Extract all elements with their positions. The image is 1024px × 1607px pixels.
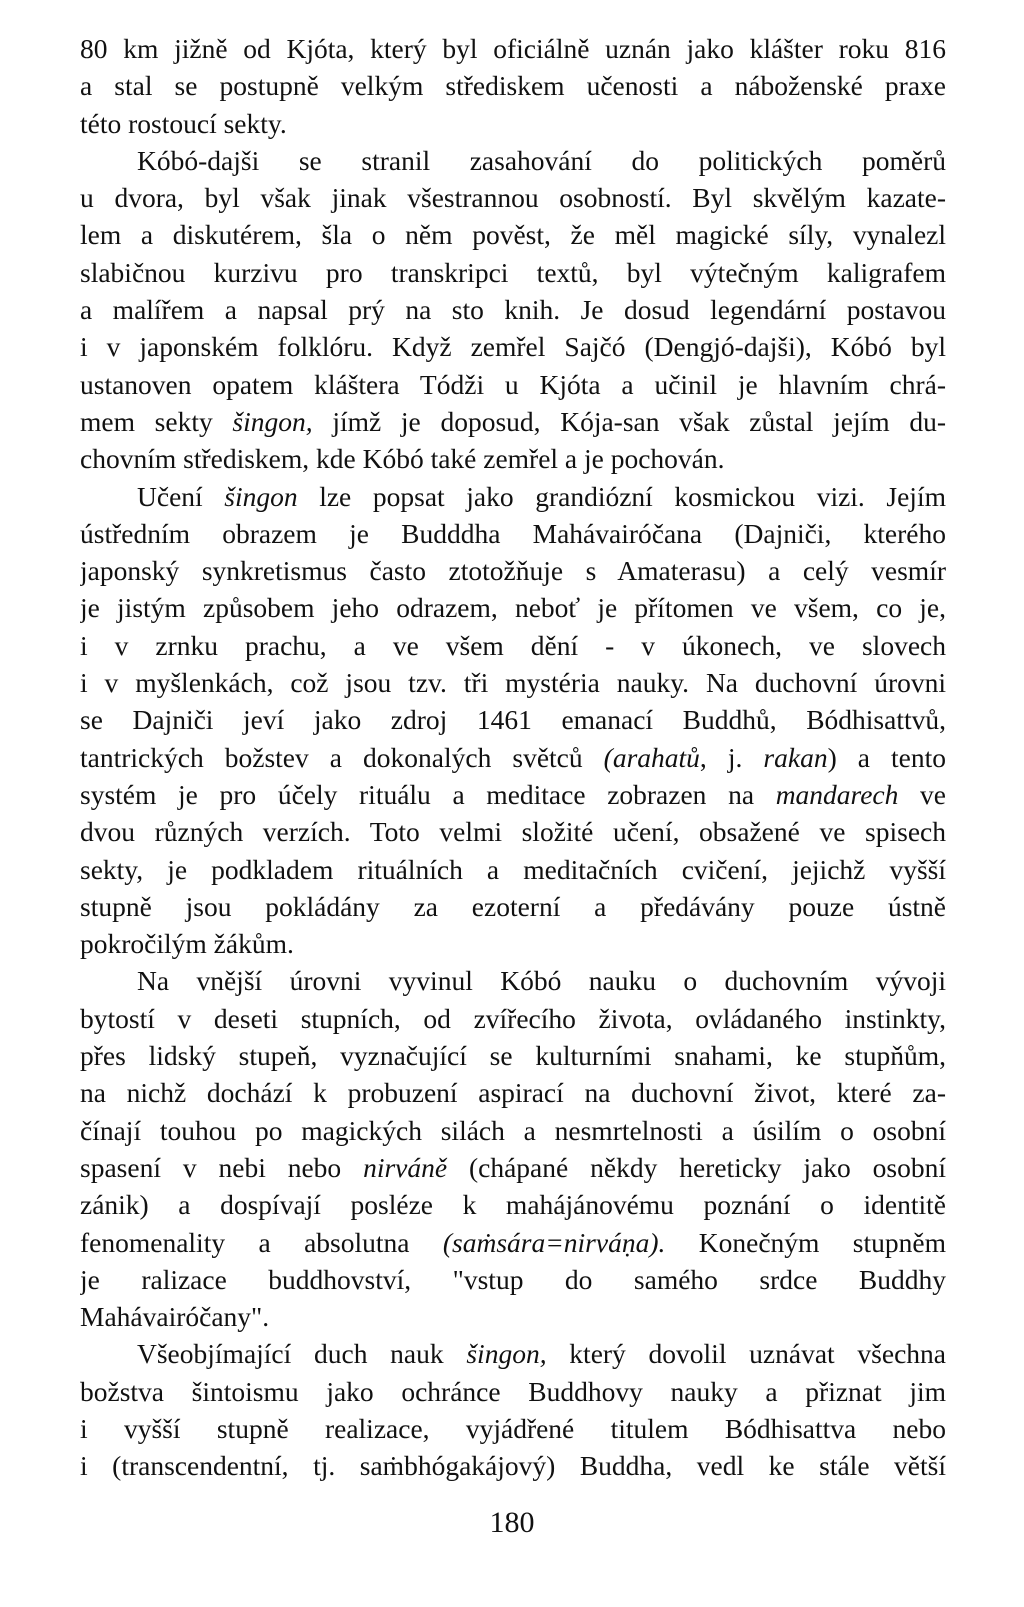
- text-line: ustanoven opatem kláštera Tódži u Kjóta a učinil je hlavním chrá-: [80, 368, 946, 400]
- text-line: 80 km jižně od Kjóta, který byl oficiálně uznán jako klášter roku 816: [80, 33, 946, 64]
- text-line: i v zrnku prachu, a ve všem dění - v úkonech, ve slovech: [80, 629, 946, 661]
- text-line: systém je pro účely rituálu a meditace zobrazen na mandarech ve: [80, 778, 946, 810]
- text-line: zánik) a dospívají posléze k mahájánovému poznání o identitě: [80, 1189, 946, 1221]
- book-page-text: [80, 30, 946, 1485]
- page-number: 180: [489, 1506, 535, 1539]
- text-line: Učení šingon lze popsat jako grandiózní kosmickou vizi. Jejím: [137, 480, 946, 512]
- text-line: božstva šintoismu jako ochránce Buddhovy nauky a přiznat jim: [80, 1375, 946, 1407]
- text-line: mem sekty šingon, jímž je doposud, Kója-san však zůstal jejím du-: [80, 405, 946, 437]
- text-line: přes lidský stupeň, vyznačující se kulturními snahami, ke stupňům,: [80, 1040, 946, 1072]
- text-line: Mahávairóčany".: [80, 1301, 270, 1333]
- text-line: i vyšší stupně realizace, vyjádřené titulem Bódhisattva nebo: [80, 1412, 946, 1444]
- text-line: fenomenality a absolutna (saṁsára=nirváṇa). Konečným stupněm: [80, 1226, 946, 1258]
- text-line: Všeobjímající duch nauk šingon, který dovolil uznávat všechna: [137, 1338, 946, 1370]
- text-line: u dvora, byl však jinak všestrannou osobností. Byl skvělým kazate-: [80, 182, 946, 214]
- text-line: spasení v nebi nebo nirváně (chápané někdy hereticky jako osobní: [80, 1151, 946, 1183]
- text-line: lem a diskutérem, šla o něm pověst, že měl magické síly, vynalezl: [80, 219, 946, 251]
- text-line: i (transcendentní, tj. saṁbhógakájový) Buddha, vedl ke stále větší: [80, 1450, 946, 1482]
- text-line: a stal se postupně velkým střediskem učenosti a náboženské praxe: [80, 70, 946, 102]
- text-line: bytostí v deseti stupních, od zvířecího života, ovládaného instinkty,: [80, 1002, 946, 1034]
- text-line: chovním střediskem, kde Kóbó také zemřel a je pochován.: [80, 443, 725, 475]
- text-line: Kóbó-dajši se stranil zasahování do politických poměrů: [137, 144, 946, 176]
- text-line: dvou různých verzích. Toto velmi složité učení, obsažené ve spisech: [80, 816, 946, 848]
- text-line: čínají touhou po magických silách a nesmrtelnosti a úsilím o osobní: [80, 1114, 946, 1146]
- text-line: se Dajniči jeví jako zdroj 1461 emanací Buddhů, Bódhisattvů,: [80, 704, 946, 736]
- text-line: japonský synkretismus často ztotožňuje s Amaterasu) a celý vesmír: [80, 555, 946, 587]
- text-line: tantrických božstev a dokonalých světců (arahatů, j. rakan) a tento: [80, 741, 946, 773]
- text-line: i v myšlenkách, což jsou tzv. tři mystéria nauky. Na duchovní úrovni: [80, 667, 946, 699]
- text-line: této rostoucí sekty.: [80, 107, 287, 139]
- text-line: a malířem a napsal prý na sto knih. Je dosud legendární postavou: [80, 294, 946, 326]
- text-line: na nichž dochází k probuzení aspirací na duchovní život, které za-: [80, 1077, 946, 1109]
- text-line: slabičnou kurzivu pro transkripci textů, byl výtečným kaligrafem: [80, 256, 946, 288]
- text-line: Na vnější úrovni vyvinul Kóbó nauku o duchovním vývoji: [137, 965, 946, 997]
- text-line: ústředním obrazem je Budddha Mahávairóčana (Dajniči, kterého: [80, 517, 946, 549]
- text-line: pokročilým žákům.: [80, 928, 294, 960]
- text-line: je ralizace buddhovství, "vstup do samého srdce Buddhy: [80, 1263, 946, 1295]
- text-line: i v japonském folklóru. Když zemřel Sajčó (Dengjó-dajši), Kóbó byl: [80, 331, 946, 363]
- text-line: sekty, je podkladem rituálních a meditačních cvičení, jejichž vyšší: [80, 853, 946, 885]
- text-line: je jistým způsobem jeho odrazem, neboť je přítomen ve všem, co je,: [80, 592, 946, 624]
- text-line: stupně jsou pokládány za ezoterní a předávány pouze ústně: [80, 890, 946, 922]
